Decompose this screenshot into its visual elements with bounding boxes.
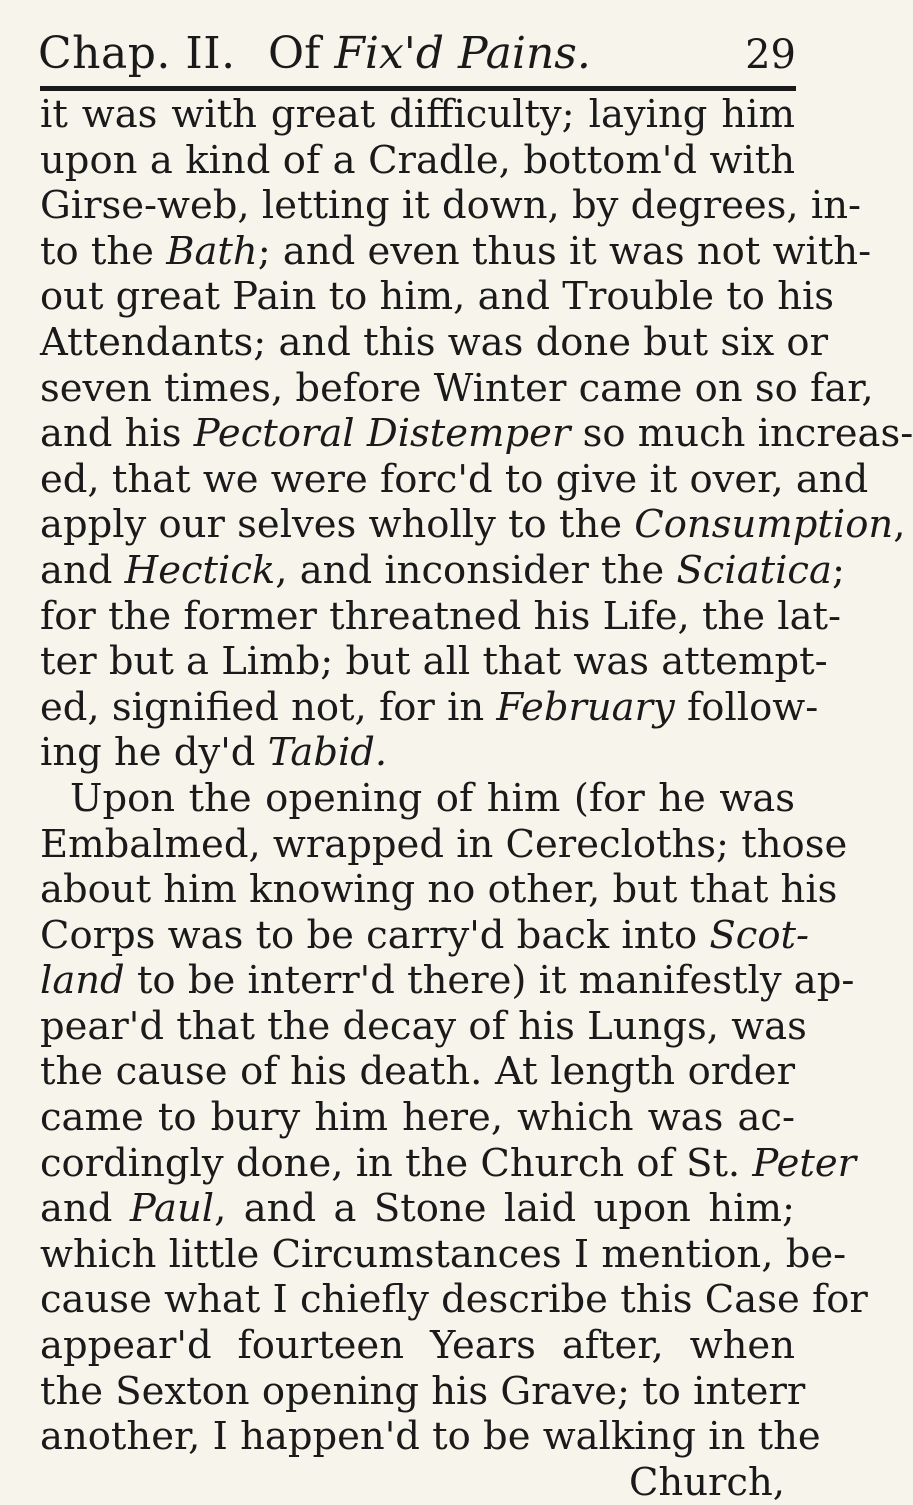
text-run: so much increas- <box>570 411 913 457</box>
text-run: Scot- <box>709 912 810 958</box>
text-line <box>40 1049 795 1095</box>
running-title <box>268 28 591 79</box>
text-line <box>40 1368 806 1415</box>
header-rule <box>40 86 796 91</box>
text-run: about him knowing no other, but that his <box>40 867 838 913</box>
text-run: and <box>40 547 125 593</box>
text-line <box>40 365 874 412</box>
running-title-italic: Fix'd Pains. <box>334 28 591 79</box>
text-line <box>40 867 838 913</box>
text-line <box>40 639 828 685</box>
text-run: ed, that we were forc'd to give it over, and <box>40 456 869 502</box>
text-line <box>40 1140 857 1187</box>
text-run: came to bury him here, which was ac- <box>40 1095 795 1141</box>
text-line <box>40 183 862 229</box>
text-line <box>40 1231 847 1278</box>
text-run: cordingly done, in the Church of St. <box>40 1140 753 1186</box>
text-run: ; and even thus it was not with- <box>257 228 872 274</box>
text-run: Consumption <box>634 502 894 548</box>
text-run: Tabid. <box>267 730 388 776</box>
text-line <box>40 684 819 731</box>
text-run: Embalmed, wrapped in Cerecloths; those <box>40 821 848 867</box>
text-run: February <box>496 684 675 730</box>
text-run: Girse-web, letting it down, by degrees, in- <box>40 183 862 229</box>
text-run: Peter <box>752 1140 857 1186</box>
text-line <box>40 1186 795 1232</box>
text-line <box>40 958 855 1004</box>
text-run: it was with great difficulty; laying him <box>40 92 795 137</box>
text-run: to the <box>40 228 167 274</box>
text-line <box>40 1323 795 1369</box>
running-title-prefix: Of <box>268 28 335 79</box>
text-run: ing he dy'd <box>40 730 268 776</box>
text-run: to be interr'd there) it manifestly ap- <box>124 958 855 1004</box>
text-line <box>40 1277 868 1323</box>
text-run: Attendants; and this was done but six or <box>40 319 828 365</box>
text-line <box>40 502 906 548</box>
text-run: Bath <box>166 228 258 274</box>
text-run: ter but a Limb; but all that was attempt- <box>40 639 828 685</box>
body-text <box>40 92 913 1505</box>
text-run: land <box>40 958 125 1004</box>
text-run: Church, <box>628 1459 785 1505</box>
text-line <box>40 547 845 594</box>
text-line <box>40 138 795 184</box>
text-line <box>40 821 848 868</box>
text-run: Hectick <box>124 547 276 593</box>
text-run: ed, signified not, for in <box>40 684 497 730</box>
text-run: appear'd fourteen Years after, when <box>40 1323 795 1369</box>
text-line <box>40 593 841 640</box>
text-run: which little Circumstances I mention, be- <box>40 1231 847 1277</box>
page-header <box>38 28 798 88</box>
page-number: 29 <box>745 32 796 78</box>
text-run: , <box>893 502 906 548</box>
text-run: ; <box>831 547 845 593</box>
text-line <box>40 456 869 503</box>
text-run: for the former threatned his Life, the lat- <box>40 593 841 639</box>
text-run: upon a kind of a Cradle, bottom'd with <box>40 137 795 183</box>
text-run: Pectoral Distemper <box>193 411 571 457</box>
text-run: seven times, before Winter came on so far, <box>40 365 874 411</box>
text-line <box>40 228 872 275</box>
text-line <box>40 274 835 320</box>
text-line <box>40 92 795 138</box>
text-run: Sciatica <box>676 547 832 593</box>
text-run: , and a Stone laid upon him; <box>214 1186 795 1232</box>
text-line <box>40 776 795 822</box>
text-run: , and inconsider the <box>275 547 677 593</box>
text-run: pear'd that the decay of his Lungs, was <box>40 1003 807 1049</box>
chapter-label: Chap. II. <box>38 28 236 79</box>
text-run: Paul <box>129 1186 215 1232</box>
text-line <box>40 1003 807 1050</box>
text-run: and his <box>40 411 194 457</box>
text-line <box>40 1095 795 1141</box>
text-run: another, I happen'd to be walking in the <box>40 1414 821 1460</box>
text-run: and <box>40 1186 130 1232</box>
text-run: cause what I chiefly describe this Case for <box>40 1277 868 1323</box>
text-line <box>40 319 828 366</box>
text-line <box>40 730 795 776</box>
text-run: Upon the opening of him (for he was <box>70 775 795 821</box>
text-run: apply our selves wholly to the <box>40 502 635 548</box>
text-run: Corps was to be carry'd back into <box>40 912 710 958</box>
text-run: follow- <box>674 684 819 730</box>
text-line <box>40 411 913 457</box>
text-line <box>40 1460 795 1505</box>
text-line <box>40 1414 821 1460</box>
text-run: the Sexton opening his Grave; to interr <box>40 1368 806 1414</box>
text-line <box>40 912 810 959</box>
text-run: out great Pain to him, and Trouble to his <box>40 274 835 320</box>
text-run: the cause of his death. At length order <box>40 1049 795 1095</box>
